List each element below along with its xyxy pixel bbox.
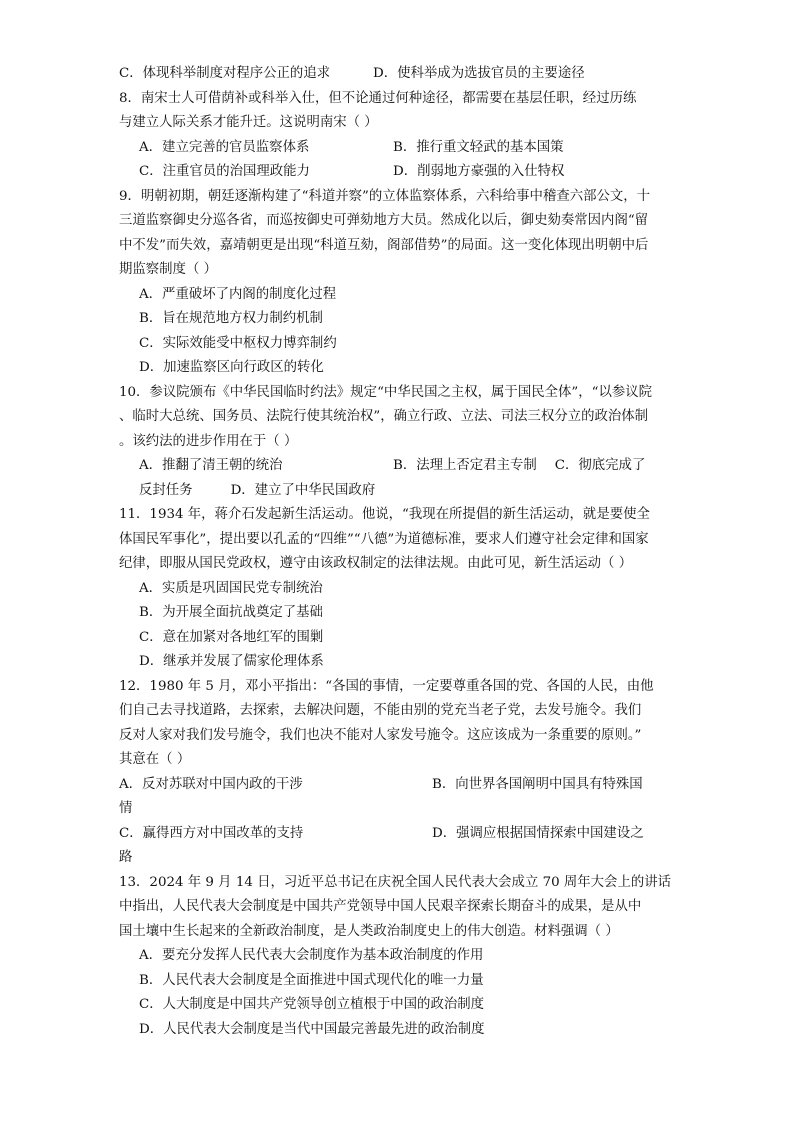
question-9 [119, 185, 675, 381]
option-b[interactable]: B．为开展全面抗战奠定了基础 [139, 605, 323, 620]
option-a[interactable]: A．严重破坏了内阁的制度化过程 [139, 286, 337, 302]
exam-page [119, 62, 675, 1042]
options-row [119, 136, 675, 161]
question-stem-line: 国土壤中生长起来的全新政治制度，是人类政治制度史上的伟大创造。材料强调（ ） [119, 923, 619, 939]
options-row [119, 454, 675, 479]
option-b[interactable]: B．人民代表大会制度是全面推进中国式现代化的唯一力量 [139, 972, 484, 988]
option-d[interactable]: D．建立了中华民国政府 [230, 482, 376, 498]
option-b-continued: 情 [119, 801, 133, 816]
question-stem-line: 们自己去寻找道路，去探索，去解决问题，不能由别的党充当老子党，去发号施令。我们 [119, 703, 642, 718]
option-a[interactable]: A．推翻了清王朝的统治 [139, 458, 283, 473]
question-stem-line: 中指出，人民代表大会制度是中国共产党领导中国人民艰辛探索长期奋斗的成果，是从中 [119, 899, 642, 914]
option-a[interactable]: A．建立完善的官员监察体系 [139, 139, 310, 155]
question-10 [119, 381, 675, 504]
options-row [119, 773, 675, 798]
option-d[interactable]: D．继承并发展了儒家伦理体系 [139, 654, 324, 669]
option-d[interactable]: D．加速监察区向行政区的转化 [139, 360, 324, 375]
option-c-continued: 反封任务 [139, 482, 193, 498]
question-stem-line: 纪律，即服从国民党政权，遵守由该政权制定的法律法规。由此可见，新生活运动（ ） [119, 556, 633, 571]
question-7-options [119, 62, 675, 87]
question-8 [119, 87, 675, 185]
question-stem-line: 反对人家对我们发号施令，我们也决不能对人家发号施令。这应该成为一条重要的原则。” [119, 727, 642, 743]
option-b[interactable]: B．旨在规范地方权力制约机制 [139, 311, 323, 326]
option-b[interactable]: B．推行重文轻武的基本国策 [393, 139, 564, 155]
option-d-continued: 路 [119, 850, 133, 865]
option-d[interactable]: D．使科举成为选拔官员的主要途径 [373, 66, 585, 81]
option-a[interactable]: A．实质是巩固国民党专制统治 [139, 580, 323, 596]
option-c[interactable]: C．实际效能受中枢权力博弈制约 [139, 335, 337, 351]
option-c[interactable]: C．体现科举制度对程序公正的追求 [119, 66, 331, 81]
question-stem-line: 8．南宋士人可借荫补或科举入仕，但不论通过何种途径，都需要在基层任职，经过历练 [119, 90, 637, 106]
option-a[interactable]: A．反对苏联对中国内政的干涉 [119, 776, 303, 792]
option-d[interactable]: D．人民代表大会制度是当代中国最完善最先进的政治制度 [139, 1021, 485, 1037]
option-b[interactable]: B．法理上否定君主专制 [393, 458, 537, 473]
question-stem-line: 其意在（ ） [119, 752, 191, 767]
options-row [119, 822, 675, 847]
question-stem-line: 12．1980 年 5 月，邓小平指出：“各国的事情，一定要尊重各国的党、各国的人民，由他 [119, 678, 654, 694]
option-c[interactable]: C．注重官员的治国理政能力 [139, 164, 310, 179]
question-11 [119, 503, 675, 675]
option-a[interactable]: A．要充分发挥人民代表大会制度作为基本政治制度的作用 [139, 948, 484, 963]
question-stem-line: 期监察制度（ ） [119, 262, 217, 277]
option-b[interactable]: B．向世界各国阐明中国具有特殊国 [432, 776, 643, 792]
question-12 [119, 675, 675, 871]
question-stem-line: 三道监察御史分巡各省，而巡按御史可弹劾地方大员。然成化以后，御史劾奏常因内阁“留 [119, 213, 649, 228]
option-c[interactable]: C．彻底完成了 [554, 458, 646, 473]
question-stem-line: 。该约法的进步作用在于（ ） [119, 433, 298, 449]
option-d[interactable]: D．强调应根据国情探索中国建设之 [432, 825, 644, 841]
question-stem-line: 中不发”而失效，嘉靖朝更是出现“科道互劾，阁部借势”的局面。这一变化体现出明朝中后 [119, 237, 649, 253]
option-c[interactable]: C．人大制度是中国共产党领导创立植根于中国的政治制度 [139, 997, 485, 1012]
question-stem-line: 9．明朝初期，朝廷逐渐构建了“科道并察”的立体监察体系，六科给事中稽查六部公文，十 [119, 188, 651, 204]
option-c[interactable]: C．赢得西方对中国改革的支持 [119, 825, 304, 841]
question-stem-line: 与建立人际关系才能升迁。这说明南宋（ ） [119, 115, 378, 130]
question-stem-line: 13．2024 年 9 月 14 日，习近平总书记在庆祝全国人民代表大会成立 70 周年大会上的讲话 [119, 874, 672, 890]
options-row [119, 160, 675, 185]
options-row [119, 479, 675, 504]
option-d[interactable]: D．削弱地方豪强的入仕特权 [393, 164, 565, 179]
option-c[interactable]: C．意在加紧对各地红军的围剿 [139, 629, 324, 645]
question-stem-line: 10．参议院颁布《中华民国临时约法》规定“中华民国之主权，属于国民全体”，“以参议院 [119, 384, 653, 400]
question-stem-line: 体国民军事化”，提出要以孔孟的“四维”“八德”为道德标准，要求人们遵守社会定律和国家 [119, 531, 649, 547]
question-stem-line: 、临时大总统、国务员、法院行使其统治权”，确立行政、立法、司法三权分立的政治体制 [119, 409, 649, 424]
question-13 [119, 871, 675, 1043]
question-stem-line: 11．1934 年，蒋介石发起新生活运动。他说，“我现在所提倡的新生活运动，就是要使全 [119, 507, 650, 522]
